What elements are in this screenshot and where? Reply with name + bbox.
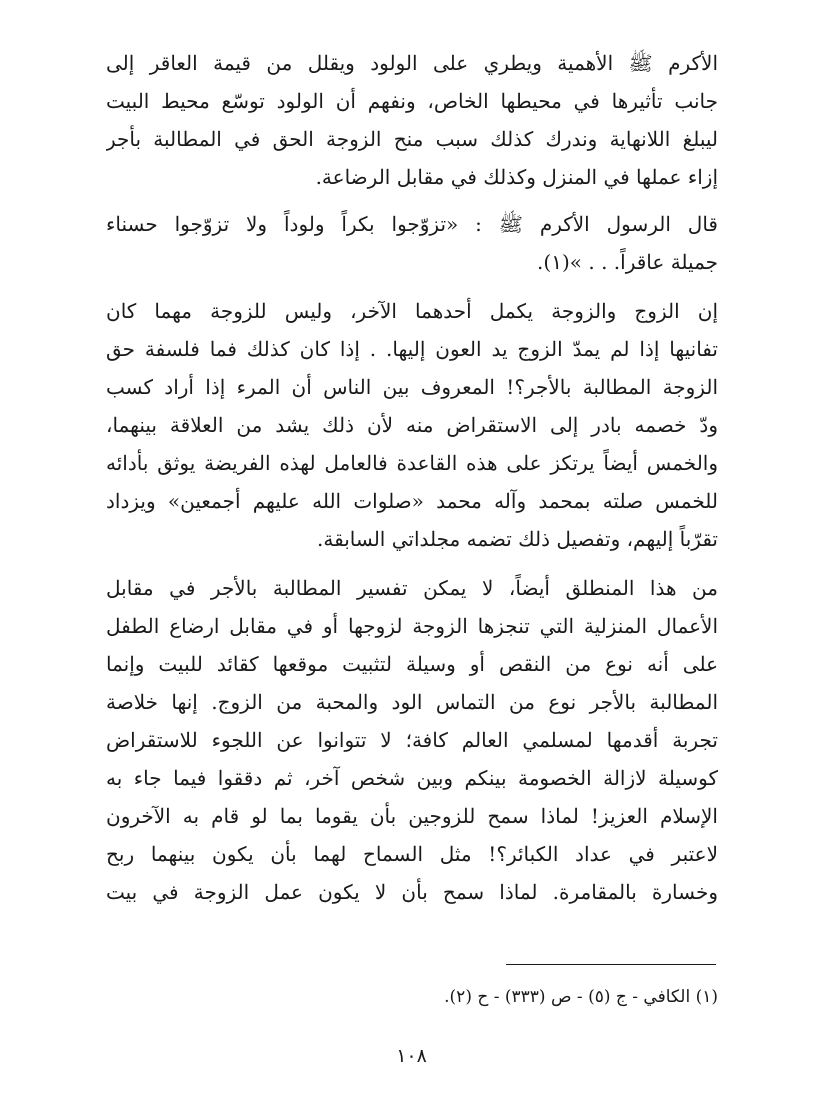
text-line: للخمس صلته بمحمد وآله محمد «صلوات الله عليهم أجمعين» ويزداد — [106, 489, 718, 513]
text-line: الزوجة المطالبة بالأجر؟! المعروف بين الناس أن المرء إذا أراد كسب — [106, 375, 718, 399]
text-line: من هذا المنطلق أيضاً، لا يمكن تفسير المطالبة بالأجر في مقابل — [106, 576, 718, 600]
text-line: تقرّباً إليهم، وتفصيل ذلك تضمه مجلداتي السابقة. — [317, 527, 718, 551]
text-line: الإسلام العزيز! لماذا سمح للزوجين بأن يقوما بما لو قام به الآخرون — [106, 804, 718, 828]
text-line: جميلة عاقراً. . . »(١). — [537, 250, 718, 274]
text-line: المطالبة بالأجر نوع من التماس الود والمحبة من الزوج. إنها خلاصة — [106, 690, 718, 714]
footnote-divider — [506, 964, 716, 965]
text-line: والخمس أيضاً يرتكز على هذه القاعدة فالعامل لهذه الفريضة يوثق بأدائه — [106, 451, 718, 475]
text-line: كوسيلة لازالة الخصومة بينكم وبين شخص آخر، ثم دققوا فيما جاء به — [106, 766, 718, 790]
text-line: إزاء عملها في المنزل وكذلك في مقابل الرضاعة. — [315, 165, 718, 189]
text-line: وخسارة بالمقامرة. لماذا سمح بأن لا يكون عمل الزوجة في بيت — [106, 880, 718, 904]
footnote: (١) الكافي - ج (٥) - ص (٣٣٣) - ح (٢). — [444, 987, 718, 1007]
text-line: على أنه نوع من النقص أو وسيلة لتثبيت موقعها كقائد للبيت وإنما — [106, 652, 718, 676]
text-line: الأكرم ﷺ الأهمية ويطري على الولود ويقلل من قيمة العاقر إلى — [106, 51, 718, 75]
text-line: جانب تأثيرها في محيطها الخاص، ونفهم أن الولود توسّع محيط البيت — [106, 89, 718, 113]
text-line: قال الرسول الأكرم ﷺ : «تزوّجوا بكراً ولوداً ولا تزوّجوا حسناء — [106, 212, 718, 236]
text-line: الأعمال المنزلية التي تنجزها الزوجة لزوجها أو في مقابل ارضاع الطفل — [106, 614, 718, 638]
text-line: تجربة أقدمها لمسلمي العالم كافة؛ لا تتوانوا عن اللجوء للاستقراض — [106, 728, 718, 752]
page-number: ١٠٨ — [396, 1045, 427, 1067]
text-line: إن الزوج والزوجة يكمل أحدهما الآخر، وليس للزوجة مهما كان — [106, 299, 718, 323]
text-line: لاعتبر في عداد الكبائر؟! مثل السماح لهما بأن يكون بينهما ربح — [106, 842, 718, 866]
text-line: ليبلغ اللانهاية وندرك كذلك سبب منح الزوجة الحق في المطالبة بأجر — [106, 127, 718, 151]
text-line: ودّ خصمه بادر إلى الاستقراض منه لأن ذلك يشد من العلاقة بينهما، — [106, 413, 718, 437]
text-line: تفانيها إذا لم يمدّ الزوج يد العون إليها. . إذا كان كذلك فما فلسفة حق — [106, 337, 718, 361]
